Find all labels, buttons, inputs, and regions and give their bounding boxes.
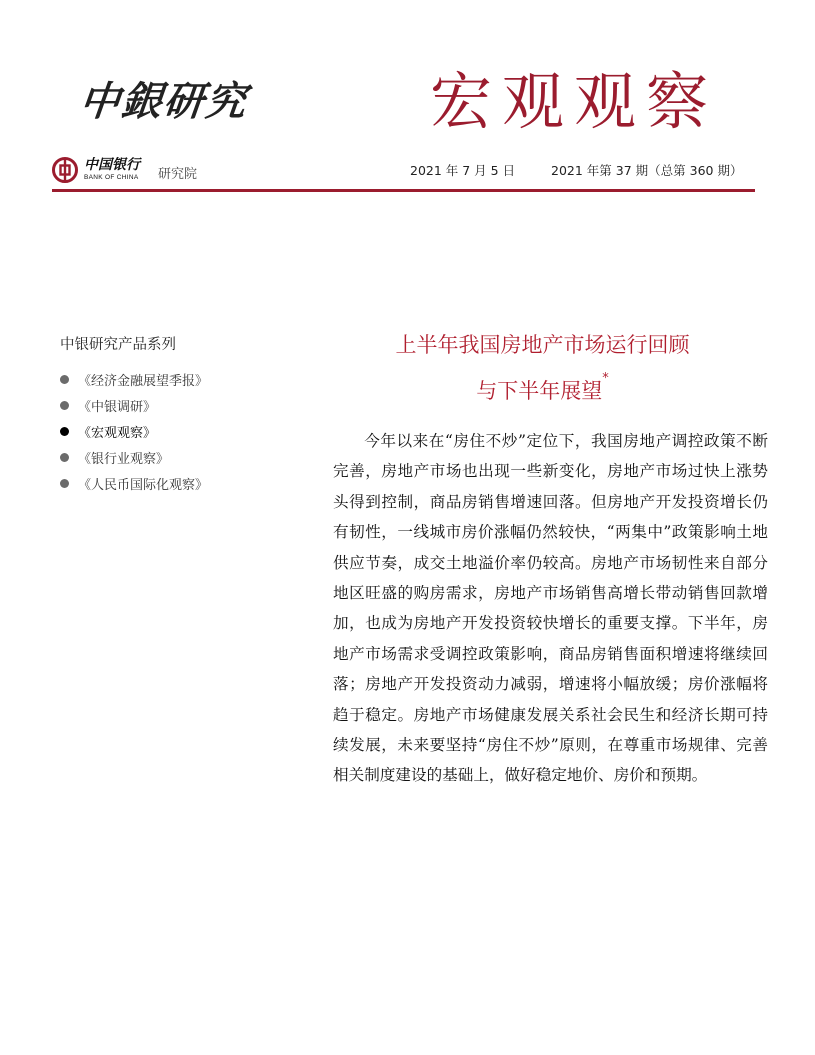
brand-calligraphy-logo: 中銀研究 <box>77 78 251 125</box>
article-summary: 今年以来在“房住不炒”定位下，我国房地产调控政策不断完善，房地产市场也出现一些新变化，房地产市场过快上涨势头得到控制，商品房销售增速回落。但房地产开发投资增长仍有韧性，一线城市房价涨幅仍然较快，“两集中”政策影响土地供应节奏，成交土地溢价率仍较高。房地产市场韧性来自部分地区旺盛的购房需求，房地产市场销售高增长带动销售回款增加，也成为房地产开发投资较快增长的重要支撑。下半年，房地产市场需求受调控政策影响，商品房销售面积增速将继续回落；房地产开发投资动力减弱，增速将小幅放缓；房价涨幅将趋于稳定。房地产市场健康发展关系社会民生和经济长期可持续发展，未来要坚持“房住不炒”原则，在尊重市场规律、完善相关制度建设的基础上，做好稳定地价、房价和预期。 <box>333 432 768 785</box>
publication-title: 宏观观察 <box>430 65 719 138</box>
bullet-icon <box>60 479 69 488</box>
bank-name-cn: 中国银行 <box>84 157 140 174</box>
article-title-line2-wrap <box>330 368 755 414</box>
series-item[interactable] <box>60 444 208 470</box>
article-title <box>330 322 755 414</box>
boc-emblem-icon <box>52 157 78 183</box>
series-item-label: 《银行业观察》 <box>78 451 170 467</box>
bullet-icon <box>60 375 69 384</box>
bank-logo <box>52 157 197 183</box>
institute-label: 研究院 <box>158 166 198 182</box>
footnote-marker: * <box>602 371 609 386</box>
product-series-list <box>60 366 208 496</box>
series-item[interactable] <box>60 366 208 392</box>
issue-number: 2021 年第 37 期（总第 360 期） <box>551 163 743 178</box>
bullet-icon <box>60 453 69 462</box>
issue-date: 2021 年 7 月 5 日 <box>410 163 516 178</box>
series-item[interactable] <box>60 470 208 496</box>
article-title-line2: 与下半年展望 <box>476 379 603 403</box>
article-title-line1: 上半年我国房地产市场运行回顾 <box>395 333 690 357</box>
bank-wordmark <box>84 158 140 182</box>
bullet-icon <box>60 401 69 410</box>
series-item-label: 《人民币国际化观察》 <box>78 477 209 493</box>
bank-name-en: BANK OF CHINA <box>84 174 139 182</box>
series-item-label: 《宏观观察》 <box>78 425 157 441</box>
bullet-icon <box>60 427 69 436</box>
series-item[interactable] <box>60 392 208 418</box>
series-item-label: 《中银调研》 <box>78 399 157 415</box>
series-item-label: 《经济金融展望季报》 <box>78 373 209 389</box>
product-series-heading: 中银研究产品系列 <box>60 337 176 353</box>
header-divider <box>52 189 755 192</box>
series-item-current[interactable] <box>60 418 208 444</box>
